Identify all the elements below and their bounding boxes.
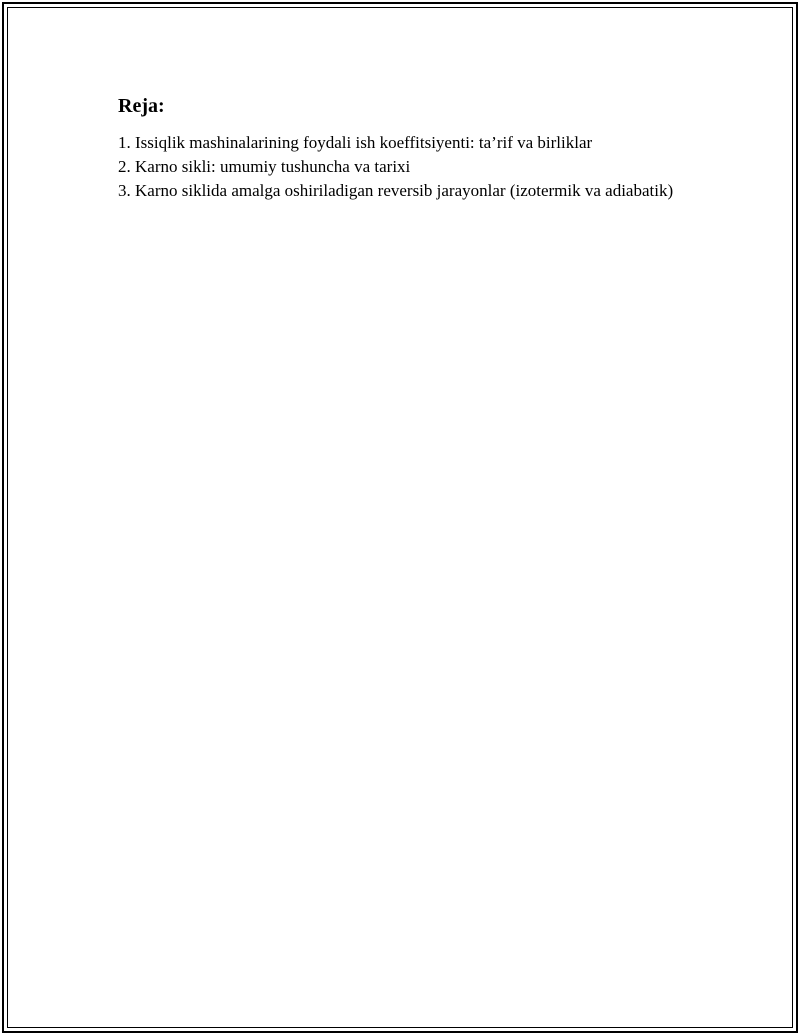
plan-list: [118, 131, 678, 203]
plan-item: 1. Issiqlik mashinalarining foydali ish koeffitsiyenti: ta’rif va birliklar: [118, 133, 593, 152]
plan-item: 2. Karno sikli: umumiy tushuncha va tarixi: [118, 157, 411, 176]
plan-item: 3. Karno siklida amalga oshiriladigan reversib jarayonlar (izotermik va adiabatik): [118, 181, 674, 200]
plan-heading: Reja:: [118, 95, 165, 117]
document-body: [118, 93, 678, 203]
